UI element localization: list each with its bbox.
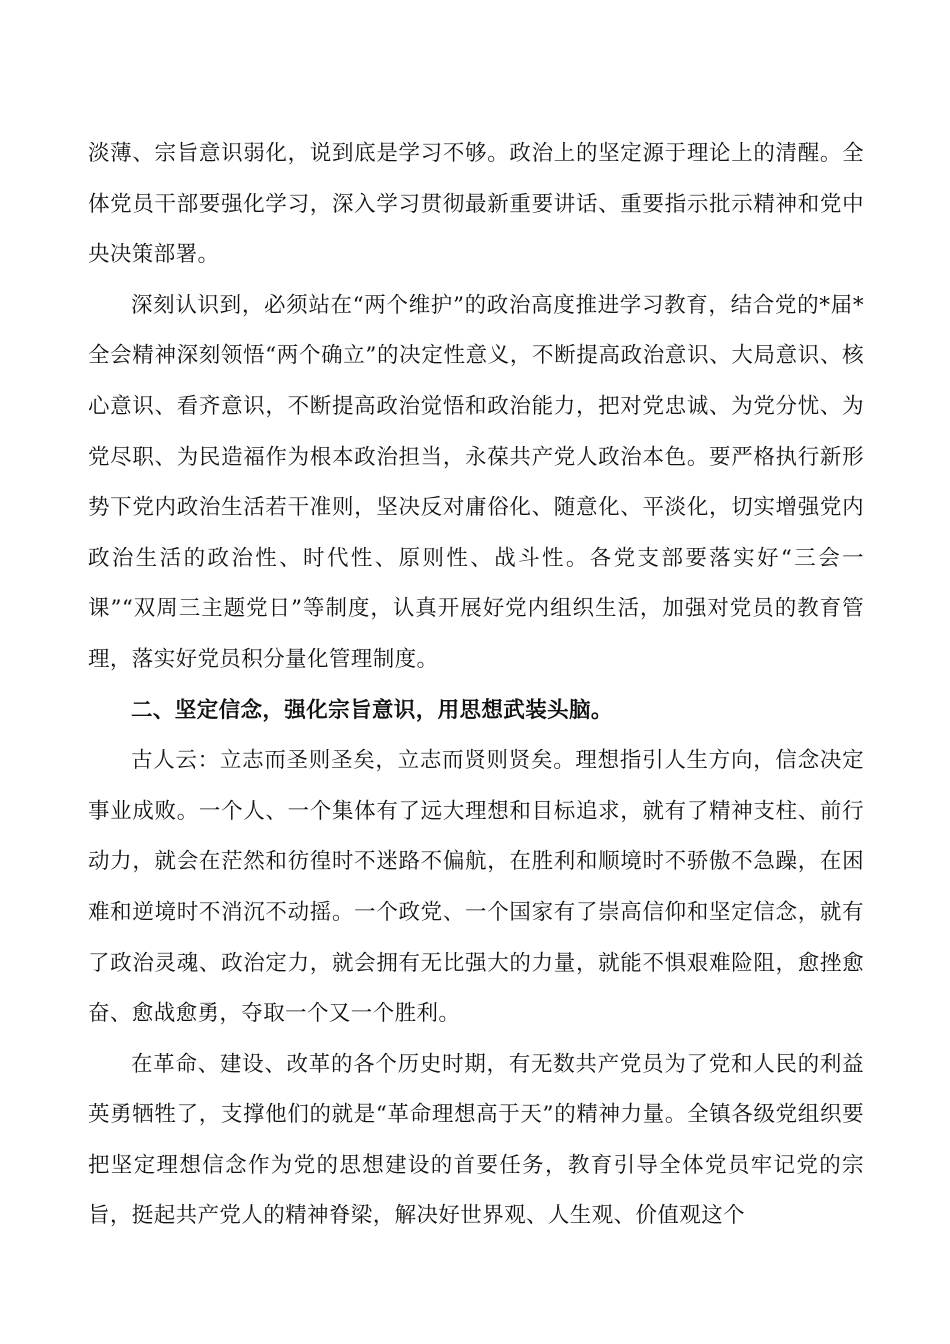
document-body — [88, 129, 864, 1242]
section-heading-two: 二、坚定信念，强化宗旨意识，用思想武装头脑。 — [131, 697, 613, 723]
paragraph-ideals-beliefs: 古人云：立志而圣则圣矣，立志而贤则贤矣。理想指引人生方向，信念决定事业成败。一个人、一个集体有了远大理想和目标追求，就有了精神支柱、前行动力，就会在茫然和彷徨时不迷路不偏航，在胜利和顺境时不骄傲不急躁，在困难和逆境时不消沉不动摇。一个政党、一个国家有了崇高信仰和坚定信念，就有了政治灵魂、政治定力，就会拥有无比强大的力量，就能不惧艰难险阻，愈挫愈奋、愈战愈勇，夺取一个又一个胜利。 — [88, 748, 864, 1027]
paragraph-revolutionary-ideals: 在革命、建设、改革的各个历史时期，有无数共产党员为了党和人民的利益英勇牺牲了，支撑他们的就是“革命理想高于天”的精神力量。全镇各级党组织要把坚定理想信念作为党的思想建设的首要任务，教育引导全体党员牢记党的宗旨，挺起共产党人的精神脊梁，解决好世界观、人生观、价值观这个 — [88, 1051, 864, 1229]
paragraph-two-safeguards: 深刻认识到，必须站在“两个维护”的政治高度推进学习教育，结合党的*届*全会精神深刻领悟“两个确立”的决定性意义，不断提高政治意识、大局意识、核心意识、看齐意识，不断提高政治觉悟和政治能力，把对党忠诚、为党分忧、为党尽职、为民造福作为根本政治担当，永葆共产党人政治本色。要严格执行新形势下党内政治生活若干准则，坚决反对庸俗化、随意化、平淡化，切实增强党内政治生活的政治性、时代性、原则性、战斗性。各党支部要落实好“三会一课”“双周三主题党日”等制度，认真开展好党内组织生活，加强对党员的教育管理，落实好党员积分量化管理制度。 — [88, 292, 864, 672]
paragraph-continuation: 淡薄、宗旨意识弱化，说到底是学习不够。政治上的坚定源于理论上的清醒。全体党员干部要强化学习，深入学习贯彻最新重要讲话、重要指示批示精神和党中央决策部署。 — [88, 141, 864, 268]
